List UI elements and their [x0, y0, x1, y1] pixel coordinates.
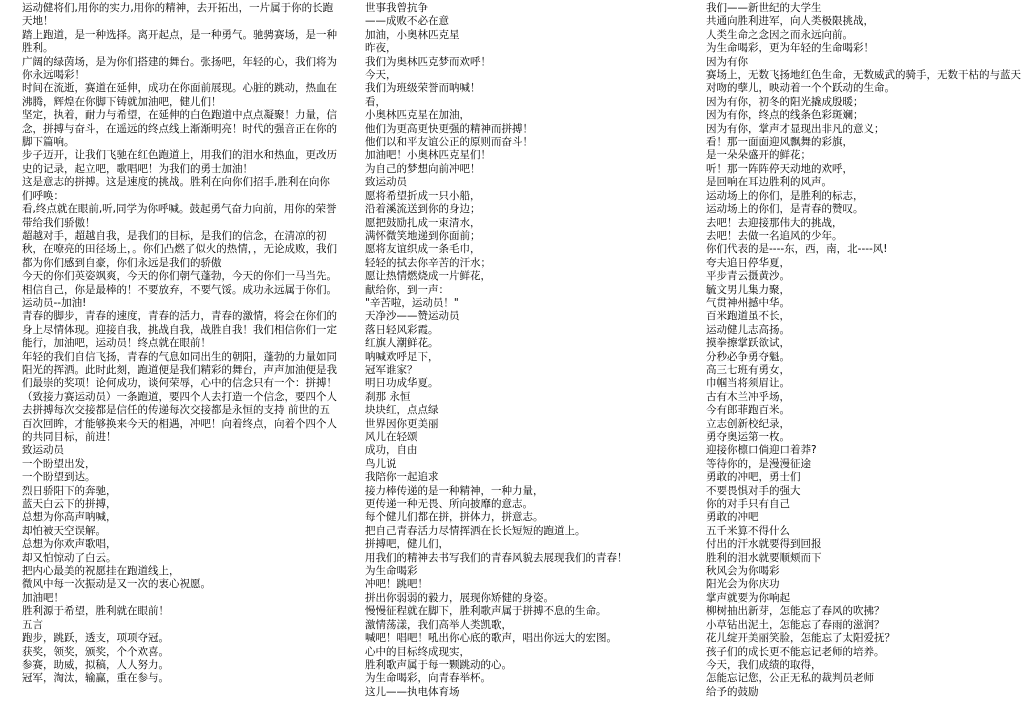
text-line: 我们——新世纪的大学生 — [706, 2, 822, 14]
text-line: 致运动员 — [365, 176, 407, 189]
text-line: 今天的你们英姿飒爽，今天的你们朝气蓬勃，今天的你们一马当先。相信自己，你是最棒的！不要放弃，不要气馁。成功永远属于你们。 — [22, 270, 337, 296]
text-line: 勇夺奥运第一枚。 — [706, 431, 790, 443]
text-line: 看,终点就在眼前,听,同学为你呼喊。鼓起勇气奋力向前，用你的荣誉带给我们骄傲！ — [22, 203, 337, 229]
text-line: 满怀微笑地递到你面前； — [365, 229, 481, 242]
text-line: 付出的汗水就要得到回报 — [706, 538, 822, 551]
text-line: 步子迈开，让我们飞驰在红色跑道上，用我们的泪水和热血，更改历史的记录，起立吧，歌唱吧！为我们的勇士加油！ — [22, 149, 337, 175]
text-line: 世事我曾抗争 — [365, 2, 428, 14]
text-line: 看， — [365, 95, 386, 108]
text-line: 把自己青春活力尽情挥洒在长长短短的跑道上。 — [365, 524, 586, 537]
text-line: 我们为奥林匹克梦而欢呼！ — [365, 55, 491, 68]
text-line: 参赛，助威，拟稿，人人努力。 — [22, 658, 169, 671]
text-line: 因为有你，终点的线条色彩斑斓； — [706, 109, 864, 122]
text-line: 你们代表的是----东，西，南，北----风! — [706, 243, 888, 256]
text-line: 我们为班级荣誉而呐喊！ — [365, 82, 481, 95]
text-line: 超越对手，超越自我，是我们的目标，是我们的信念，在清凉的初秋，在嘹亮的田径场上，。你们凸燃了似火的热情，，无论成败，我们都为你们感到自豪，你们永远是我们的骄傲 — [22, 229, 337, 269]
text-line: 勇敢的冲吧，勇士们 — [706, 471, 801, 484]
text-line: 胜利源于希望，胜利就在眼前！ — [22, 605, 169, 618]
text-line: 愿把鼓励扎成一束清水， — [365, 216, 481, 229]
text-line: 红旗人潮鲜花。 — [365, 337, 439, 350]
text-line: 人类生命之念因之而永远向前。 — [706, 28, 853, 41]
text-line: 他们为更高更快更强的精神而拼搏！ — [365, 122, 533, 135]
text-line: （致接力赛运动员）一条跑道，要四个人去打造一个信念，要四个人去拼搏每次交接都是信任的传递每次交接都是永恒的支持 前世的五百次回眸，才能够换来今天的相遇，冲吧！向着终点，向着个四个人的共同目标，前进！ — [22, 390, 337, 443]
text-line: 分秒必争勇夺魁。 — [706, 350, 790, 363]
text-line: 总想为你欢声歌唱， — [22, 538, 117, 551]
text-line: 平步青云摄黄沙。 — [706, 270, 790, 283]
text-line: 呐喊欢呼足下， — [365, 350, 439, 363]
text-line: 巾帼当将须眉让。 — [706, 377, 790, 390]
text-line: 等待你的，是漫漫征途 — [706, 457, 811, 470]
text-line: 是一朵朵盛开的鲜花； — [706, 149, 811, 162]
text-line: 献给你，到一声： — [365, 283, 449, 296]
text-line: 运动场上的你们，是胜利的标志， — [706, 189, 864, 202]
text-line: 百米跑道虽不长， — [706, 310, 790, 323]
text-line: 总想为你高声呐喊， — [22, 511, 117, 524]
text-line: 为生命喝彩，更为年轻的生命喝彩！ — [706, 42, 874, 55]
text-line: 世界因你更美丽 — [365, 417, 439, 430]
text-line: 风儿在轻颂 — [365, 431, 418, 443]
text-line: 五言 — [22, 618, 43, 631]
text-line: 夸夫追日停华夏， — [706, 256, 790, 269]
text-line: 运动员--加油! — [22, 296, 87, 309]
text-line: 他们以和平友谊公正的原则而奋斗！ — [365, 136, 533, 149]
text-line: 致运动员 — [22, 444, 64, 457]
text-line: 怎能忘记您，公正无私的裁判员老师 — [706, 672, 874, 685]
text-line: 气贯神州撼中华。 — [706, 296, 790, 309]
text-line: 去吧！去做一名追风的少年。 — [706, 229, 843, 242]
text-line: 运动健将们,用你的实力,用你的精神，去开拓出，一片属于你的长跑天地！ — [22, 2, 334, 28]
text-line: 给予的鼓励 — [706, 685, 759, 698]
text-line: 把内心最美的祝愿挂在跑道线上， — [22, 565, 180, 578]
text-line: 跑步，跳跃，透支，项项夺冠。 — [22, 632, 169, 645]
text-line: 却又怕惊动了白云。 — [22, 551, 117, 564]
text-line: 今天， — [365, 69, 397, 82]
text-line: 柳树抽出新芽，怎能忘了春风的吹拂？ — [706, 605, 885, 618]
text-line: 喊吧！唱吧！吼出你心底的歌声，唱出你远大的宏图。 — [365, 632, 617, 645]
text-line: 孩子们的成长更不能忘记老师的培养。 — [706, 645, 885, 658]
text-line: 运动健儿志高扬。 — [706, 323, 790, 336]
text-line: 迎接你檩口倘迎口着莽? — [706, 444, 817, 457]
text-line: 拼搏吧，健儿们， — [365, 538, 449, 551]
text-line: 块块红，点点绿 — [365, 404, 439, 417]
text-line: 加油，小奥林匹克星 — [365, 28, 460, 41]
text-line: "辛苦啦，运动员！" — [365, 296, 459, 309]
text-line: 轻轻的拭去你辛苦的汗水； — [365, 256, 491, 269]
text-line: 听！那一阵阵停天动地的欢呼， — [706, 162, 853, 175]
text-line: 广阔的绿茵场，是为你们搭建的舞台。张扬吧，年轻的心，我们将为你永远喝彩！ — [22, 55, 337, 82]
text-line: 接力棒传递的是一种精神，一种力量， — [365, 484, 544, 497]
text-line: 冠军谁家？ — [365, 363, 418, 376]
text-line: 这儿——执电体育场 — [365, 685, 460, 698]
text-line: 掌声就要为你响起 — [706, 591, 790, 604]
text-line: 古有木兰冲乎场， — [706, 390, 790, 403]
text-line: 是回响在耳边胜利的风声。 — [706, 176, 832, 189]
text-line: 冲吧！跳吧！ — [365, 578, 428, 591]
text-line: 每个健儿们都在拼，拼体力，拼意志。 — [365, 511, 544, 524]
text-line: 一个盼望出发， — [22, 457, 96, 470]
text-line: 一个盼望到达。 — [22, 471, 96, 484]
text-line: 花儿绽开美丽笑脸，怎能忘了太阳爱抚？ — [706, 632, 895, 645]
text-line: 因为有你 — [706, 55, 748, 68]
text-line: 为自己的梦想向前冲吧！ — [365, 162, 481, 175]
text-line: 为生命喝彩 — [365, 565, 418, 578]
text-line: 成功，自由 — [365, 444, 418, 457]
text-line: 小草钻出泥土，怎能忘了春雨的滋润？ — [706, 618, 885, 631]
text-line: 赛场上，无数飞扬地红色生命，无数威武的骑手，无数干枯的与蓝天对吻的孽儿，映动着一个个跃动的生命。 — [706, 69, 1021, 95]
text-line: 高三七班有勇女， — [706, 363, 790, 376]
text-column-middle — [365, 2, 670, 722]
text-line: ——成败不必在意 — [365, 15, 449, 28]
text-line: 坚定，执着，耐力与希望，在延伸的白色跑道中点点凝聚！力量，信念，拼搏与奋斗，在遥远的终点线上渐渐明亮！时代的强音正在你的脚下篇响。 — [22, 109, 337, 149]
text-line: 去吧！去迎接那伟大的挑战， — [706, 216, 843, 229]
text-line: 看！那一面面迎风飘舞的彩旗， — [706, 136, 853, 149]
text-line: 用我们的精神去书写我们的青春风貌去展现我们的青春！ — [365, 551, 628, 564]
text-line: 拼出你弱弱的毅力，展现你矫健的身姿。 — [365, 591, 554, 604]
text-line: 我陪你一起追求 — [365, 471, 439, 484]
text-line: 秋风会为你喝彩 — [706, 565, 780, 578]
text-line: 胜利的泪水就要顺颊而下 — [706, 551, 822, 564]
text-line: 摸拳擦掌跃欲试， — [706, 337, 790, 350]
text-line: 今天，我们成绩的取得， — [706, 658, 822, 671]
text-line: 年轻的我们自信飞扬，青春的气息如同出生的朝阳，蓬勃的力量如同阳光的挥洒。此时此刻，跑道便是我们精彩的舞台，声声加油便是我们最崇的奖项！论何成功，谈何荣辱，心中的信念只有一个：拼搏！ — [22, 350, 337, 390]
text-line: 微风中每一次振动是又一次的衷心祝愿。 — [22, 578, 211, 591]
text-line: 更传递一种无畏、所向披靡的意志。 — [365, 498, 533, 511]
text-line: 获奖，领奖，颁奖，个个欢喜。 — [22, 645, 169, 658]
text-line: 蓝天白云下的拼搏， — [22, 498, 117, 511]
text-line: 为生命喝彩，向青春举杯。 — [365, 672, 491, 685]
text-line: 愿让热情燃烧成一片鲜花， — [365, 270, 491, 283]
text-line: 天净沙——赞运动员 — [365, 310, 460, 323]
text-line: 明日功成华夏。 — [365, 377, 439, 390]
text-line: 却怕被天空误解。 — [22, 524, 106, 537]
text-line: 冠军，淘汰，输赢，重在参与。 — [22, 672, 169, 685]
text-line: 加油吧！小奥林匹克星们！ — [365, 149, 491, 162]
text-line: 愿将友谊织成一条毛巾， — [365, 243, 481, 256]
text-column-right — [706, 2, 1024, 722]
text-line: 五千米算不得什么 — [706, 524, 790, 537]
text-line: 慢慢征程就在脚下，胜利歌声属于拼搏不息的生命。 — [365, 605, 607, 618]
text-line: 昨夜， — [365, 42, 397, 55]
text-column-left — [22, 2, 340, 722]
text-line: 立志创新校纪录， — [706, 417, 790, 430]
text-line: 因为有你，初冬的阳光撬成殷暖； — [706, 95, 864, 108]
text-line: 小奥林匹克星在加油， — [365, 109, 470, 122]
text-line: 踏上跑道，是一种选择。离开起点，是一种勇气。驰骋赛场，是一种胜利。 — [22, 28, 337, 55]
text-line: 勇敢的冲吧 — [706, 511, 759, 524]
text-line: 加油吧！ — [22, 591, 64, 604]
text-line: 运动场上的你们，是青春的赞叹。 — [706, 203, 864, 216]
text-line: 今有郎菲跑百米。 — [706, 404, 790, 417]
text-line: 青春的脚步，青春的速度，青春的活力，青春的激情，将会在你们的身上尽情体现。迎接自我，挑战自我，战胜自我！我们相信你们一定能行，加油吧，运动员！终点就在眼前！ — [22, 310, 337, 350]
text-line: 不要畏惧对手的强大 — [706, 484, 801, 497]
text-line: 愿将希望折成一只小船， — [365, 189, 481, 202]
text-line: 刹那 永恒 — [365, 390, 411, 403]
text-line: 沿着溪流送到你的身边； — [365, 203, 481, 216]
text-line: 你的对手只有自己 — [706, 498, 790, 511]
text-line: 阳光会为你庆功 — [706, 578, 780, 591]
text-line: 因为有你，掌声才显现出非凡的意义； — [706, 122, 885, 135]
text-line: 心中的目标终成现实， — [365, 645, 470, 658]
text-line: 共通向胜利进军，向人类极限挑战， — [706, 15, 874, 28]
text-line: 烈日骄阳下的奔驰， — [22, 484, 117, 497]
text-line: 时间在流逝，赛道在延伸，成功在你面前展现。心脏的跳动，热血在沸腾，辉煌在你脚下铸就加油吧，健儿们！ — [22, 82, 337, 108]
text-line: 毓文男儿集力聚， — [706, 283, 790, 296]
text-line: 鸟儿说 — [365, 457, 397, 470]
text-line: 胜利歌声属于每一颗跳动的心。 — [365, 658, 512, 671]
text-line: 激情荡漾，我们高举人类凯歌， — [365, 618, 512, 631]
text-line: 这是意志的拼搏。这是速度的挑战。胜利在向你们招手,胜利在向你们呼唤： — [22, 176, 330, 202]
text-line: 落日轻风彩霞。 — [365, 323, 439, 336]
